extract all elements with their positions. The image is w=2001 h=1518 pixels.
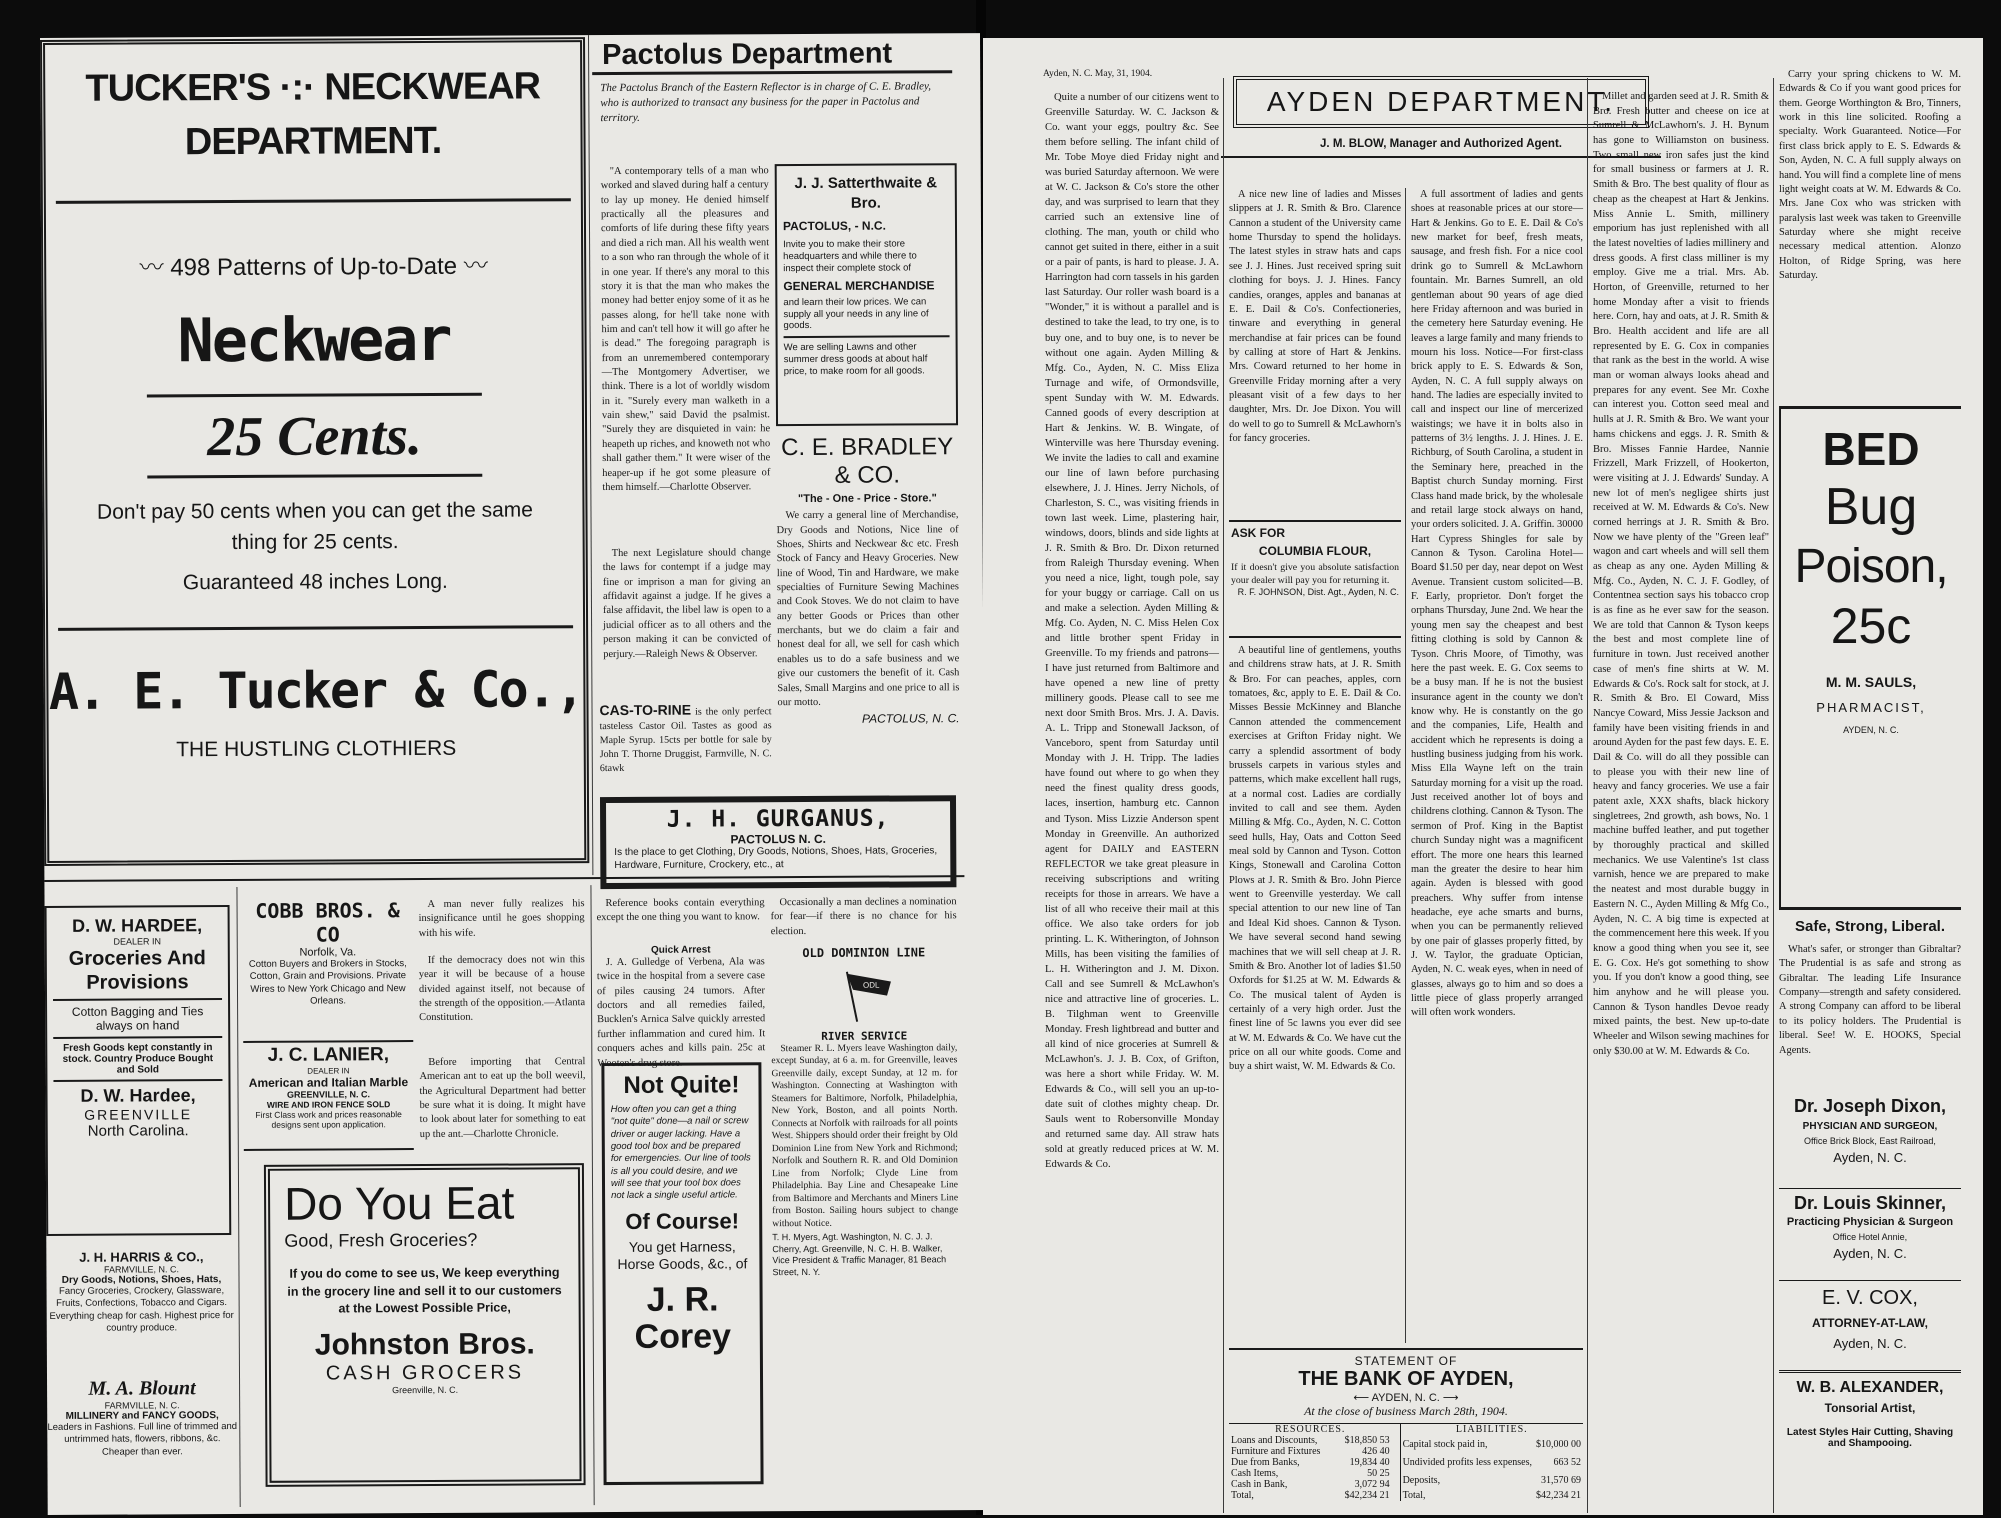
ledger-amount: 19,834 40 <box>1349 1457 1390 1468</box>
steamship-flag-icon <box>829 968 899 1024</box>
boll-weevil-item: Before importing that Central American ant to eat up the boll weevil, the Agricultural Department had better be sure what it is doing. It might have to look about later for something to eat up the ant.—Charlotte Chronicle. <box>419 1056 586 1140</box>
ledger-item: Loans and Discounts, <box>1231 1435 1318 1446</box>
bedbug-line3: Poison, <box>1794 540 1948 594</box>
ledger-row <box>1229 1479 1392 1490</box>
liabilities-total: $42,234 21 <box>1536 1490 1581 1501</box>
quick-arrest-text: J. A. Gulledge of Verbena, Ala was twice in the hospital from a severe case of piles causing 24 tumors. After doctors and all remedies failed, Bucklen's Arnica Salve quickly arrested further inflammation and cured him. It conquers aches and kills pain. 25c at Wooten's drug store. <box>596 956 766 1069</box>
corey-course: Of Course! <box>625 1208 740 1234</box>
tucker-pitch: Don't pay 50 cents when you can get the same thing for 25 cents. <box>96 498 534 555</box>
right-newspaper-page <box>983 38 1983 1515</box>
gurganus-name: J. H. GURGANUS, <box>666 805 890 833</box>
pactolus-department-header <box>592 27 953 137</box>
harris-text: Fancy Groceries, Crockery, Glassware, Fruits, Confections, Tobacco and Cigars. Everything cheap for cash. Highest price for country produce. <box>49 1285 234 1334</box>
hardee-state: North Carolina. <box>87 1122 189 1140</box>
ledger-amount: 31,570 69 <box>1541 1475 1581 1487</box>
tucker-firm-name: A. E. Tucker & Co., <box>48 660 584 721</box>
ledger-amount: 663 52 <box>1553 1456 1581 1468</box>
pactolus-title: Pactolus Department <box>592 27 952 75</box>
insurance-title: Safe, Strong, Liberal. <box>1794 918 1946 935</box>
wavy-ornament-icon: 〰 <box>463 252 488 280</box>
legislature-article: The next Legislature should change the laws for contempt if a judge may fine or imprison a man for giving an affidavit against a judge. If he gives a false affidavit, the libel law is open to a judicial officer as to all others and the person making it can be convicted of perjury.—Raleigh News & Observer. <box>602 547 772 660</box>
alexander-barber-card <box>1779 1370 1961 1500</box>
ledger-amount: $18,850 53 <box>1344 1435 1390 1446</box>
liabilities-total-label: Total, <box>1402 1490 1426 1501</box>
tucker-patterns: 〰 498 Patterns of Up-to-Date 〰 <box>139 252 488 282</box>
ayden-column-3: A full assortment of ladies and gents shoes at reasonable prices at our store—Hart & Jenkins. Go to E. E. Dail & Co's new market for beef, fresh meats, sausage, and fresh fish. For a nice cool drink go to Sumrell & McLawhorn fountain. Mr. Barnes Sumrell, an old gentleman about 90 years of age died here Friday afternoon and was buried in the cemetery here Saturday evening. He leaves a large family and many friends to mourn his loss. Notice—For first-class brick apply to E. S. Edwards & Son, Ayden, N. C. A full supply always on hand. The ladies are especially invited to call and inspect our line of mercerized waistings; we have it in bolts also in patterns of 3½ lengths. J. J. Hines. J. E. Richburg, of South Carolina, a student in the Seminary here, preached in the Baptist church Sunday morning. First Class hand made brick, by the wholesale and retail large stock always on hand, your orders solicited. J. A. Griffin. 30000 Hart Cypress Shingles for sale by Cannon & Tyson. Carolina Hotel—Board $1.50 per day, near depot on West Avenue. Transient custom solicited—B. F. Early, proprietor. Don't forget the orphans Thursday, June 2nd. We hear the young men say the cheapest and best fitting clothing is sold by Cannon & Tyson. Chris Moore, of Timothy, was here the past week. E. G. Cox seems to be a busy man. If he is not the busiest insurance agent in the county we don't know why. He is constantly on the go and the companies, Life, Health and accident which he represents is doing a hustling business judging from his work. Miss Ella Wayne left on the train Saturday morning for a visit up the road. Just received another lot of boys and childrens clothing. Cannon & Tyson. The sermon of Prof. King in the Baptist church Sunday night was a magnificent effort. The more one hears this learned man the greater the desire to hear him again. Ayden is blessed with good preachers. Why suffer from intense headache, eye ache smarts and burns, when you can be permanently relieved by one pair of glasses properly fitted, by J. W. Taylor, the graduate Optician, Ayden, N. C. weak eyes, when in need of glasses, always go to him and so does a little piece of glass properly arranged will often work wonders. <box>1411 189 1583 1019</box>
ayden-column-1: Quite a number of our citizens went to Greenville Saturday. W. C. Jackson & Co. want your eggs, poultry &c. See them before selling. The infant child of Mr. Tobe Moye died Friday night and was buried Saturday afternoon. We were at W. C. Jackson & Co's store the other day, and was surprised to learn that they carried such an extensive line of clothing. The man, youth or child who cannot get suited in there, either in a suit or a pair of pants, is hard to please. J. A. Harrington had corn tassels in his garden last Saturday. Our roller wash board is a "Wonder," it is without a parallel and is destined to take the lead, to try one, is to buy one, and to buy one, is to never be without one again. Ayden Milling & Mfg. Co., Ayden, N. C. Miss Eliza Turnage and wife, of Ormondsville, spent Sunday with W. M. Edwards. Canned goods of every description at Hart & Jenkins. W. B. Wingate, of Winterville was here Thursday evening. We invite the ladies to call and examine our line of lawn before purchasing elsewhere, J. J. Hines. Jerry Nichols, of Charleston, S. C., was visiting friends in town last week. Lime, plastering hair, windows, doors, blinds and side lights at J. R. Smith & Bro. Dr. Dixon returned from Raleigh Thursday evening. When you need a nice, light, tough pole, say for your buggy or carriage. Call on us and make a selection. Ayden Milling & Mfg. Co. Ayden, N. C. Miss Helen Cox and little brother spent Friday in Greenville. To my friends and patrons—I have just returned from Baltimore and have opened a new line of pretty millinery goods. Please call to see me next door Smith Bros. Mrs. J. A. Davis. A. L. Tripp and Stonewall Jackson, of Vanceboro, spent from Saturday until Monday with J. H. Tripp. The ladies have found out where to go when they need the finest quality dress goods, laces, insertion, hamburg etc. Cannon and Tyson. Miss Lizzie Anderson spent Monday in Greenville. An authorized agent for DAILY and EASTERN REFLECTOR we take great pleasure in receiving subscriptions and writing receipts for those in arrears. We have a list of all who receive their mail at this office. We also take orders for job printing. L. K. Witherington, of Johnson Mills, has been visiting the families of L. H. Witherington and J. M. Dixon. Call and see Sumrell & McLawhon's nice and attractive line of groceries. L. B. Tilghman went to Greenville Monday. Fresh lightbread and butter and all kind of nice groceries at Sumrell & McLawhon's. J. J. B. Cox, of Grifton, was here a short while Friday. W. M. Edwards & Co., will sell you an up-to-date suit of clothes mighty cheap. Dr. Sauls went to Robersonville Monday and returned same day. All straw hats sold at greatly reduced prices at W. M. Edwards & Co. <box>1045 92 1219 1171</box>
johnston-text: If you do come to see us, We keep everything in the grocery line and sell it to our customers at the Lowest Possible Price, <box>287 1265 562 1316</box>
cox-place: Ayden, N. C. <box>1833 1336 1907 1351</box>
blount-place: FARMVILLE, N. C. <box>104 1400 180 1411</box>
skinner-office: Office Hotel Annie, <box>1832 1232 1908 1242</box>
bank-place: ⟵ AYDEN, N. C. ⟶ <box>1353 1392 1459 1404</box>
bedbug-name: M. M. SAULS, <box>1825 673 1917 690</box>
tucker-title: TUCKER'S ·:· NECKWEAR DEPARTMENT. <box>85 65 541 164</box>
ledger-row <box>1400 1472 1583 1490</box>
dateline: Ayden, N. C. May, 31, 1904. <box>1043 69 1153 79</box>
satterthwaite-place: PACTOLUS, - N.C. <box>782 218 886 234</box>
johnston-grocers: CASH GROCERS <box>325 1360 525 1385</box>
cobb-text: Cotton Buyers and Brokers in Stocks, Cotton, Grain and Provisions. Private Wires to New York Chicago and New Orleans. <box>248 958 407 1007</box>
bradley-text: We carry a general line of Merchandise, Dry Goods and Notions, Nice line of Shoes, Shirts and Neckwear &c etc. Fresh Stock of Fancy and Heavy Groceries. New line of Wood, Tin and Hardware, we make specialties of Furniture Sewing Machines and Cook Stoves. We do not claim to have any better Goods or Prices than other merchants, but we do claim a fair and honest deal for all, we sell for cash which enables us to do a safe business and we give our customers the benefit of it. Cash Sales, Small Margins and one price to all is our motto. <box>776 509 960 709</box>
corey-ad <box>601 1062 763 1485</box>
old-dominion-title: OLD DOMINION LINE <box>802 945 926 961</box>
ledger-item: Furniture and Fixtures <box>1231 1446 1321 1457</box>
columbia-flour: COLUMBIA FLOUR, <box>1258 544 1372 558</box>
ledger-item: Undivided profits less expenses, <box>1402 1456 1532 1468</box>
lanier-goods: American and Italian Marble <box>248 1075 409 1090</box>
gurganus-place: PACTOLUS N. C. <box>730 831 827 847</box>
dixon-place: Ayden, N. C. <box>1833 1150 1907 1165</box>
tucker-neckwear-ad <box>40 37 589 866</box>
quick-arrest-article <box>596 944 766 1069</box>
johnston-place: Greenville, N. C. <box>392 1384 459 1395</box>
ledger-row <box>1400 1435 1583 1453</box>
satterthwaite-note: We are selling Lawns and other summer dress goods at about half price, to make room for all goods. <box>783 341 928 378</box>
bank-liabilities-table <box>1400 1424 1583 1501</box>
arrow-right-icon: ⟶ <box>1442 1392 1459 1404</box>
castorine-ad <box>599 700 771 789</box>
hardee-name: D. W. HARDEE, <box>72 915 203 936</box>
cobb-name: COBB BROS. & CO <box>255 898 400 947</box>
shopping-item: A man never fully realizes his insignificance until he goes shopping with his wife. <box>418 898 585 939</box>
lanier-dealer: DEALER IN <box>307 1066 350 1076</box>
blount-name: M. A. Blount <box>88 1377 196 1400</box>
bedbug-place: AYDEN, N. C. <box>1843 724 1899 735</box>
ledger-item: Deposits, <box>1402 1475 1441 1487</box>
insurance-text: What's safer, or stronger than Gibraltar? The Prudential is as safe and strong as Gibraltar. The leading Life Insurance Company—strength and safety considered. A strong Company can afford to be liberal to its policy holders. The Prudential is liberal. See! W. E. HOOKS, Special Agents. <box>1779 944 1961 1056</box>
tucker-neckwear-heading: Neckwear <box>177 304 451 377</box>
hardee-cotton: Cotton Bagging and Ties always on hand <box>71 1004 204 1033</box>
blount-text: Leaders in Fashions. Full line of trimmed and untrimmed hats, flowers, ribbons, &c. Cheaper than ever. <box>47 1420 238 1458</box>
harris-ad <box>46 1249 237 1376</box>
dr-dixon-card <box>1779 1096 1961 1182</box>
ledger-amount: 426 40 <box>1362 1446 1390 1457</box>
blount-goods: MILLINERY and FANCY GOODS, <box>65 1410 219 1422</box>
ayden-column-2b: A beautiful line of gentlemens, youths and childrens straw hats, at J. R. Smith & Bro. For can peaches, apples, corn tomatoes, &c, apply to E. E. Dail & Co. Misses Bessie McKinney and Blanche Cannon attended the commencement exercises at Grifton Friday night. We carry a splendid assortment of body brussels carpets in various styles and patterns, which make excellent hall rugs, at a normal cost. Ladies are cordially invited to call and see them. Ayden Milling & Mfg. Co., Ayden, N. C. Cotton seed hulls, Hay, Oats and Cotton Seed meal sold by Cannon and Tyson. Cotton Kings, Stonewall and Carolina Cotton Plows at J. R. Smith & Bro. John Pierce went to Greenville yesterday. We call special attention to our new line of Tan and Ideal Kid shoes. Cannon & Tyson. We have several second hand sewing machines that we will sell cheap at J. R. Smith & Bro. Another lot of ladies $1.50 Oxfords for $1.25 at W. M. Edwards & Co. The musical talent of Ayden is certainly of a very high order. Just the finest line of 5c lawns you ever did see at W. M. Edwards & Co. We have cut the price on all our white goods. Come and buy a shirt waist, W. M. Edwards & Co. <box>1229 645 1401 1073</box>
harris-goods: Dry Goods, Notions, Shoes, Hats, <box>61 1274 222 1286</box>
alexander-text: Latest Styles Hair Cutting, Shaving and Shampooing. <box>1786 1427 1954 1449</box>
ayden-column-4: Millet and garden seed at J. R. Smith & Bro. Fresh butter and cheese on ice at Sumrell & McLawhorn's. J. H. Bynum has gone to Williamston on business. Two small new iron safes just the kind for small business or farmers at J. R. Smith & Bro. The best quality of flour as cheap as the cheapest at Hart & Jenkins. Miss Annie L. Smith, millinery emporium has just replenished with all the latest novelties of ladies millinery and dress goods. A first class milliner is my employ. Give me a trial. Mrs. Ab. Horton, of Greenville, returned to her home Monday after a visit to friends here. Corn, hay and oats, at J. R. Smith & Bro. Health accident and life are all represented by E. G. Cox in companies that rank as the best in the world. A wise man or woman always looks ahead and prepares for any event. See Mr. Coxhe can interest you. Cotton seed meal and hulls at J. R. Smith & Bro. We want your hams chickens and eggs. J. R. Smith & Bro. Misses Fannie Hardee, Nannie Frizzell, Mark Frizzell, of Hookerton, were visiting at J. J. Edwards' Sunday. A new lot of men's negligee shirts just received at W. M. Edwards & Co's. New corned herrings at J. R. Smith & Bro. Now we have plenty of the "Green leaf" wagon and cart wheels and will sell them as cheap as any one. Ayden Milling & Mfg. Co., Ayden, N. C. J. F. Godley, of Contentnea section says his tobacco crop is as fine as he ever saw for the season. We are told that Cannon & Tyson keeps the best and most complete line of furniture in town. Just received another case of men's fine shirts at W. M. Edwards & Co's. Rock salt for stock, at J. R. Smith & Bro. El Coward, Miss Nancye Coward, Miss Jessie Jackson and family have been visiting friends in and around Ayden for the past few days. E. E. Dail & Co. will do all they possible can to please you with their new line of heavy and fancy groceries. We use a fair patent axle, XXX shafts, black hickory singletrees, 2nd growth, ash bows, No. 1 machine buffed leather, and put together by thoroughly practical and skilled mechanics. We use Valentine's 1st class varnish, hence we are prepared to make the neatest and most durable buggy in Eastern N. C., Ayden Milling & Mfg Co., Ayden, N. C. A big time is expected at the commencement here this week. If you know a good thing when you see it, see E. G. Cox. He's got something to show you. If you don't know a good thing, see him anyhow and he will please you. Cannon & Tyson handles Devoe ready mixed paints, the best. New up-to-date Wheeler and Wilson sewing machines for only $30.00 at W. M. Edwards & Co. <box>1593 91 1769 1057</box>
quick-arrest-title: Quick Arrest <box>650 944 711 956</box>
alexander-role: Tonsorial Artist, <box>1824 1401 1916 1415</box>
corey-headline: Not Quite! <box>623 1071 740 1099</box>
cobb-place: Norfolk, Va. <box>299 946 357 959</box>
ledger-item: Cash in Bank, <box>1231 1479 1288 1490</box>
hardee-signature: D. W. Hardee, <box>80 1085 196 1106</box>
bank-statement-label: STATEMENT OF <box>1354 1354 1458 1368</box>
liabilities-heading: LIABILITIES. <box>1455 1424 1528 1435</box>
ledger-amount: 3,072 94 <box>1354 1479 1390 1490</box>
satterthwaite-text: Invite you to make their store headquarters and while there to inspect their complete stock of <box>783 238 917 274</box>
johnston-sub: Good, Fresh Groceries? <box>284 1229 478 1251</box>
bedbug-line1: BED <box>1822 423 1920 475</box>
blount-ad <box>47 1377 238 1498</box>
hardee-fresh: Fresh Goods kept constantly in stock. Country Produce Bought and Sold <box>62 1042 214 1076</box>
columbia-flour-ad <box>1229 520 1401 638</box>
harris-place: FARMVILLE, N. C. <box>103 1264 179 1275</box>
satterthwaite-text2: and learn their low prices. We can supply all your needs in any line of goods. <box>783 295 929 332</box>
bank-date: At the close of business March 28th, 1904. <box>1304 1404 1508 1418</box>
river-service-heading: RIVER SERVICE <box>821 1029 908 1043</box>
left-newspaper-page <box>40 33 988 1515</box>
castorine-text: is the only perfect tasteless Castor Oil. Tastes as good as Maple Syrup. 15cts per bottle for sale by John T. Thorne Druggist, Farmville, N. C. 6tawk <box>599 706 772 774</box>
arrow-left-icon: ⟵ <box>1353 1392 1370 1404</box>
bradley-motto: "The - One - Price - Store." <box>797 492 937 506</box>
harris-name: J. H. HARRIS & CO., <box>79 1249 204 1265</box>
tucker-guarantee: Guaranteed 48 inches Long. <box>182 569 448 595</box>
ledger-row <box>1229 1446 1392 1457</box>
dr-skinner-card <box>1779 1188 1961 1274</box>
ledger-amount: 50 25 <box>1367 1468 1390 1479</box>
lanier-fence: WIRE AND IRON FENCE SOLD <box>266 1099 391 1110</box>
ledger-item: Capital stock paid in, <box>1402 1438 1488 1450</box>
dixon-name: Dr. Joseph Dixon, <box>1793 1096 1947 1116</box>
satterthwaite-ad <box>775 163 958 426</box>
bank-name: THE BANK OF AYDEN, <box>1298 1368 1514 1390</box>
dixon-office: Office Brick Block, East Railroad, <box>1804 1136 1936 1146</box>
columbia-sign: R. F. JOHNSON, Dist. Agt., Ayden, N. C. <box>1237 587 1399 598</box>
ayden-title: AYDEN DEPARTMENT. <box>1266 86 1616 117</box>
skinner-role: Practicing Physician & Surgeon <box>1786 1216 1954 1228</box>
skinner-name: Dr. Louis Skinner, <box>1793 1193 1947 1213</box>
bed-bug-poison-ad <box>1779 406 1961 910</box>
ledger-amount: $10,000 00 <box>1536 1438 1581 1450</box>
lanier-text: First Class work and prices reasonable designs sent upon application. <box>255 1109 402 1130</box>
pactolus-note: The Pactolus Branch of the Eastern Reflector is in charge of C. E. Bradley, who is authorized to transact any business for the paper in Pactolus and territory. <box>600 80 932 124</box>
ledger-item: Cash Items, <box>1231 1468 1279 1479</box>
cox-name: E. V. COX, <box>1822 1287 1918 1309</box>
hardee-dealer: DEALER IN <box>113 936 162 947</box>
svg-text:ODL: ODL <box>862 980 880 990</box>
bank-resources-table <box>1229 1424 1392 1501</box>
democracy-item: If the democracy does not win this year it will be because of a house divided against itself, not because of the strength of the opposition.—Atlanta Constitution. <box>418 954 586 1024</box>
old-dominion-agents: T. H. Myers, Agt. Washington, N. C. J. J. Cherry, Agt. Greenville, N. C. H. B. Walker, Vice President & Traffic Manager, 81 Beach Street, N. Y. <box>772 1231 947 1278</box>
prudential-ad <box>1779 918 1961 1090</box>
bradley-sign: PACTOLUS, N. C. <box>861 711 960 726</box>
johnston-headline: Do You Eat <box>283 1176 515 1230</box>
ayden-manager: J. M. BLOW, Manager and Authorized Agent. <box>1320 138 1562 150</box>
johnston-ad <box>264 1163 586 1487</box>
hardee-town: GREENVILLE <box>84 1106 193 1123</box>
cox-role: ATTORNEY-AT-LAW, <box>1812 1316 1928 1330</box>
ledger-item: Due from Banks, <box>1231 1457 1300 1468</box>
bradley-name: C. E. BRADLEY & CO. <box>781 433 954 489</box>
corey-name: J. R. Corey <box>634 1280 732 1357</box>
lanier-name: J. C. LANIER, <box>267 1044 390 1066</box>
lanier-ad <box>243 1040 414 1151</box>
bedbug-line2: Bug <box>1824 477 1918 536</box>
ayden-column-2: A nice new line of ladies and Misses slippers at J. R. Smith & Bro. Clarence Cannon a student of the University came home Thursday to spend the holidays. The latest styles in straw hats and caps see J. J. Hines. Just received spring suit clothing for boys. J. J. Hines. Fancy candies, oranges, apples and bananas at E. E. Dail & Co's. Confectioneries, tinware and everything in general merchandise at fair prices can be found by calling at store of Hart & Jenkins. Mrs. Coward returned to her home in Greenville Friday morning after a very pleasant visit of a few days to her daughter, Mrs. Dr. Joe Dixon. You will do well to go to Sumrell & McLawhorn's for fancy groceries. <box>1229 189 1401 445</box>
contemporary-article: "A contemporary tells of a man who worked and slaved during half a century to lay up money. He denied himself practically all the pleasures and comforts of life during these fifty years and died a rich man. All his wealth went to a son who ran through the whole of it in one year. If there's any moral to this story it is that the man who makes the money had better enjoy some of it as he passes along, for he'll take none with him and can't tell how it will go after he is dead." The foregoing paragraph is from an unremembered contemporary—The Montgomery Advertiser, we think. There is a lot of worldly wisdom in it. "Surely every man walketh in a vain shew," said David the psalmist. "Surely they are disquieted in vain: he heapeth up riches, and knoweth not who shall gather them." It were wiser of the heaper-up if he got some pleasure of them himself.—Charlotte Observer. <box>600 165 771 493</box>
ledger-row <box>1229 1468 1392 1479</box>
resources-heading: RESOURCES. <box>1275 1424 1346 1435</box>
nomination-item: Occasionally a man declines a nomination for fear—if there is no chance for his election. <box>770 896 957 937</box>
old-dominion-text: Steamer R. L. Myers leave Washington daily, except Sunday, at 6 a. m. for Greenville, leaves Greenville daily, except Sunday, at 12 m. for Washington. Connecting at Washington with Steamers for Baltimore, Norfolk, Philadelphia, New York, Boston, and all points North. Connects at Norfolk with railroads for all points West. Shippers should order their freight by Old Dominion Line from New York and Richmond; Norfolk and Southern R. R. and Old Dominion Line from Norfolk; Clyde Line from Philadelphia. Bay Line and Chesapeake Line from Baltimore and Merchants and Miners Line from Boston. Sailing hours subject to change without Notice. <box>771 1042 959 1229</box>
gurganus-text: Is the place to get Clothing, Dry Goods, Notions, Shoes, Hats, Groceries, Hardware, Furniture, Crockery, etc., at <box>614 845 938 871</box>
satterthwaite-goods: GENERAL MERCHANDISE <box>783 277 935 293</box>
ledger-row <box>1229 1457 1392 1468</box>
corey-text2: You get Harness, Horse Goods, &c., of <box>617 1238 748 1273</box>
cobb-ad <box>243 898 414 1037</box>
johnston-name: Johnston Bros. <box>314 1326 535 1362</box>
lanier-place: GREENVILLE, N. C. <box>286 1089 371 1100</box>
resources-total-label: Total, <box>1231 1490 1254 1501</box>
tucker-price: 25 Cents. <box>207 404 423 469</box>
wavy-ornament-icon: 〰 <box>139 254 164 282</box>
tucker-tagline: THE HUSTLING CLOTHIERS <box>176 736 457 762</box>
hardee-goods: Groceries And Provisions <box>68 947 206 994</box>
reference-books-item: Reference books contain everything except the one thing you want to know. <box>596 897 765 924</box>
bradley-ad <box>776 433 960 786</box>
satterthwaite-name: J. J. Satterthwaite & Bro. <box>794 174 938 212</box>
castorine-title: CAS-TO-RINE <box>599 701 692 719</box>
old-dominion-ad <box>771 945 960 1486</box>
ledger-row <box>1229 1435 1392 1446</box>
bedbug-role: PHARMACIST, <box>1816 699 1926 715</box>
bank-statement <box>1229 1348 1583 1518</box>
corey-text: How often you can get a thing "not quite" done—a nail or screw driver or auger lacking. Have a good tool box and be prepared for emergencies. Our line of tools is all you could desire, and we will see that your tool box does not lack a single useful article. <box>610 1103 751 1202</box>
cox-attorney-card <box>1779 1280 1961 1364</box>
ledger-row <box>1400 1453 1583 1471</box>
hardee-ad <box>45 905 232 1236</box>
dixon-role: PHYSICIAN AND SURGEON, <box>1802 1121 1938 1132</box>
columbia-text: If it doesn't give you absolute satisfaction your dealer will pay you for returning it. <box>1231 562 1399 586</box>
columbia-ask: ASK FOR <box>1231 526 1285 540</box>
resources-total: $42,234 21 <box>1344 1490 1390 1501</box>
bedbug-price: 25c <box>1830 597 1912 654</box>
ayden-column-5: Carry your spring chickens to W. M. Edwards & Co if you want good prices for them. George Worthington & Bro, Tinners, work in this line solicited. Roofing a specialty. Work Guaranteed. Notice—For first class brick apply to E. S. Edwards & Son, Ayden, N. C. A full supply always on hand. You will find a complete line of mens light weight coats at W. M. Edwards & Co. Mrs. Jane Cox who was stricken with paralysis last week was taken to Greenville Saturday where she might receive necessary medical attention. Alonzo Holton, of Ridge Spring, was here Saturday. <box>1779 69 1961 282</box>
alexander-name: W. B. ALEXANDER, <box>1796 1379 1944 1396</box>
skinner-place: Ayden, N. C. <box>1833 1246 1907 1261</box>
